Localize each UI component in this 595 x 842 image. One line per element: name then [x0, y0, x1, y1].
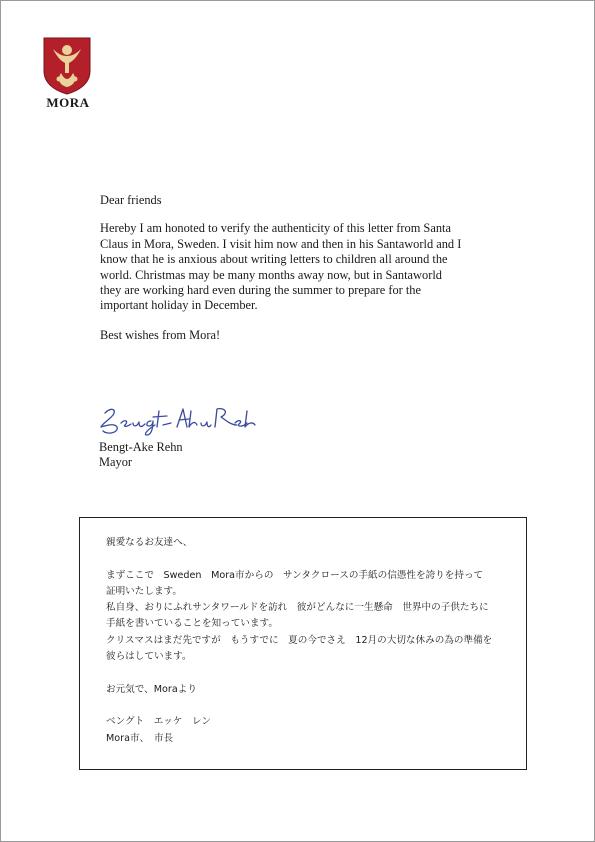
letter-body-line: Claus in Mora, Sweden. I visit him now and then in his Santaworld and I — [100, 236, 462, 251]
jp-body-line: 彼らはしています。 — [106, 651, 192, 663]
letter-body-line: world. Christmas may be many months away now, but in Santaworld — [100, 267, 442, 282]
japanese-translation-box — [79, 517, 527, 770]
letter-closing: Best wishes from Mora! — [100, 327, 221, 342]
crest-caption: MORA — [46, 95, 90, 110]
jp-body-line: 私自身、おりにふれサンタワールドを訪れ 彼がどんなに一生懸命 世界中の子供たちに — [106, 602, 489, 614]
letter-body-line: important holiday in December. — [100, 298, 258, 313]
jp-body-line: まずここで Sweden Mora市からの サンタクロースの手紙の信憑性を誇りを持って — [106, 569, 484, 581]
handwritten-signature-icon — [97, 397, 257, 441]
signer-title: Mayor — [99, 455, 133, 469]
signer-block — [99, 440, 183, 470]
coat-of-arms-icon — [43, 37, 91, 95]
letter-body — [100, 221, 505, 313]
jp-signer-title: Mora市、 市長 — [106, 732, 174, 744]
letter-body-line: Hereby I am honoted to verify the authenticity of this letter from Santa — [100, 221, 451, 236]
jp-body-line: クリスマスはまだ先ですが もうすでに 夏の今でさえ 12月の大切な休みの為の準備を — [106, 634, 493, 646]
letter-body-line: know that he is anxious about writing letters to children all around the — [100, 252, 448, 267]
jp-closing: お元気で、Moraより — [106, 683, 197, 695]
signer-name: Bengt-Ake Rehn — [99, 440, 183, 454]
jp-body-line: 手紙を書いていることを知っています。 — [106, 618, 278, 630]
jp-signer-name: ベングト エッケ レン — [106, 716, 211, 728]
english-letter — [100, 193, 505, 343]
jp-greeting: 親愛なるお友達へ、 — [106, 537, 193, 548]
letter-greeting: Dear friends — [100, 193, 162, 207]
letter-body-line: they are working hard even during the summer to prepare for the — [100, 283, 422, 298]
jp-body-line: 証明いたします。 — [106, 585, 182, 597]
